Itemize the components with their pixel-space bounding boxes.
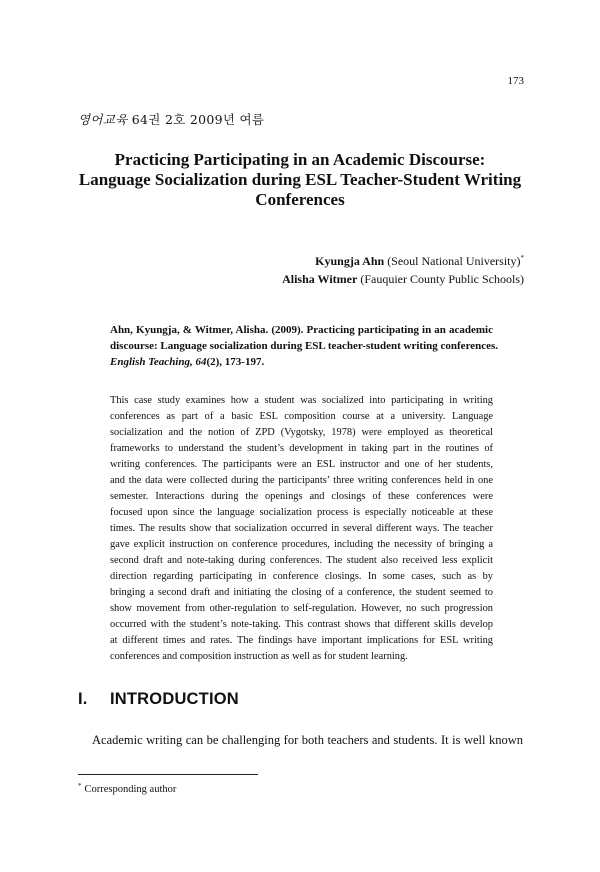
author-affiliation: (Seoul National University) [387, 254, 521, 268]
journal-header [78, 110, 264, 128]
citation-line: Ahn, Kyungja, & Witmer, Alisha. (2009). Practicing participating in an academic [110, 324, 493, 336]
footnote-text: Corresponding author [84, 784, 177, 795]
abstract-line: at different times and rates. The findings have important implications for ESL writing [110, 635, 493, 646]
abstract-line: conferences as part of a basic ESL composition course at a university. Language [110, 411, 493, 422]
citation-line [110, 354, 493, 370]
abstract-line: conferences and composition instruction as well as for student learning. [110, 651, 408, 662]
author-affiliation: (Fauquier County Public Schools) [360, 272, 524, 286]
author-name: Alisha Witmer [282, 272, 358, 286]
section-title: INTRODUCTION [110, 690, 239, 708]
corresponding-author-mark: * [520, 254, 524, 262]
section-heading [78, 690, 239, 709]
abstract [110, 393, 493, 665]
intro-text: Academic writing can be challenging for both teachers and students. It is well known [92, 733, 523, 747]
abstract-line: occurred with the student’s note-taking. This contrast shows that different skills develop [110, 619, 493, 630]
section-number: I. [78, 690, 88, 708]
title-line: Practicing Participating in an Academic Discourse: [114, 150, 486, 169]
abstract-line: show movement from other-regulation to self-regulation. However, no such progression [110, 603, 493, 614]
abstract-line: second draft and note-taking during conferences. The student also received less explicit [110, 555, 493, 566]
intro-paragraph [78, 733, 523, 748]
author-1 [315, 254, 524, 269]
page-number: 173 [507, 75, 524, 87]
abstract-line: This case study examines how a student was socialized into participating in writing [110, 395, 493, 406]
citation [110, 322, 499, 370]
abstract-line: frameworks to understand the student’s development in taking part in the routines of [110, 443, 493, 454]
footnote-divider [78, 774, 258, 775]
journal-name: 영어교육 [78, 112, 128, 127]
abstract-line: times. The results show that socialization occurred in several different ways. The teacher [110, 523, 493, 534]
abstract-line: bringing a second draft and initiating the closing of a conference, the student seemed to [110, 587, 493, 598]
footnote [78, 782, 176, 795]
title-line: Conferences [255, 190, 345, 209]
title-line: Language Socialization during ESL Teacher-Student Writing [78, 170, 522, 189]
abstract-line: direction regarding participating in conference closings. In some cases, such as by [110, 571, 493, 582]
abstract-line: socialization and the notion of ZPD (Vygotsky, 1978) were employed as theoretical [110, 427, 493, 438]
citation-journal: English Teaching, 64 [110, 356, 207, 368]
author-name: Kyungja Ahn [315, 254, 385, 268]
journal-issue: 64권 2호 2009년 여름 [131, 112, 265, 127]
paper-title [60, 150, 540, 210]
footnote-mark: * [78, 782, 82, 790]
citation-pages: (2), 173-197. [206, 356, 265, 368]
abstract-line: gave explicit instruction on conference procedures, including the necessity of bringing a [110, 539, 493, 550]
abstract-line: and the data were collected during the participants’ three writing conferences held in one [110, 475, 493, 486]
abstract-line: writing conferences. The participants were an ESL instructor and one of her students, [110, 459, 493, 470]
citation-line: discourse: Language socialization during ESL teacher-student writing conferences. [110, 340, 499, 352]
abstract-line: focused upon since the language socialization process is especially noticeable at these [110, 507, 493, 518]
author-2 [282, 272, 524, 287]
abstract-line: semester. Interactions during the openings and closings of these conferences were [110, 491, 493, 502]
